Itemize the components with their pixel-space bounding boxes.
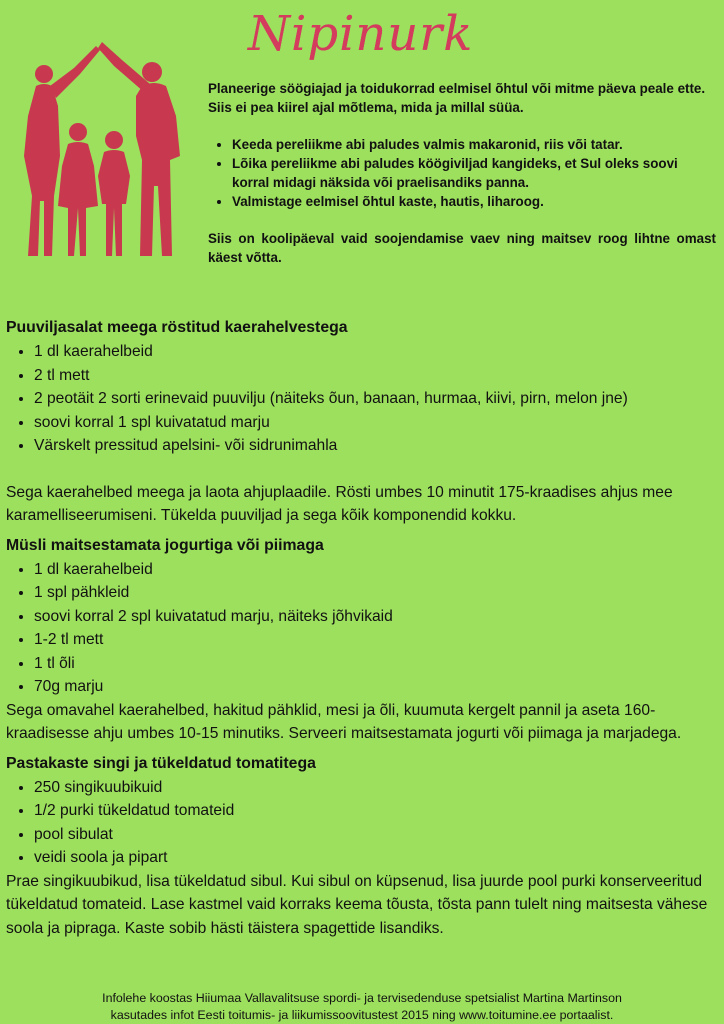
- recipe-instructions: Sega kaerahelbed meega ja laota ahjuplaadile. Rösti umbes 10 minutit 175-kraadises ahjus mee karamelliseerumiseni. Tükelda puuviljad ja sega kõik komponendid kokku.: [6, 483, 673, 524]
- ingredient-list: [6, 776, 712, 870]
- list-item: • 2 tl mett: [34, 364, 712, 388]
- list-item: • veidi soola ja pipart: [34, 846, 712, 870]
- list-item: • 1 dl kaerahelbeid: [34, 340, 712, 364]
- intro-paragraph: Planeerige söögiajad ja toidukorrad eelmisel õhtul või mitme päeva peale ette. Siis ei pea kiirel ajal mõtlema, mida ja millal süüa.: [208, 81, 706, 115]
- recipe-fruit-salad: [6, 316, 712, 528]
- recipe-title: Müsli maitsestamata jogurtiga või piimaga: [6, 536, 324, 554]
- list-item: • 70g marju: [34, 675, 712, 699]
- recipe-muesli: [6, 534, 712, 746]
- list-item: • Keeda pereliikme abi paludes valmis makaronid, riis või tatar.: [232, 135, 716, 154]
- footer: [0, 990, 724, 1024]
- list-item: • Valmistage eelmisel õhtul kaste, hautis, liharoog.: [232, 192, 716, 211]
- list-item: • 1 spl pähkleid: [34, 581, 712, 605]
- list-item: • 1 tl õli: [34, 652, 712, 676]
- list-item: • 2 peotäit 2 sorti erinevaid puuvilju (näiteks õun, banaan, hurmaa, kiivi, pirn, melon jne): [34, 387, 712, 411]
- list-item: • 1/2 purki tükeldatud tomateid: [34, 799, 712, 823]
- list-item: • 250 singikuubikuid: [34, 776, 712, 800]
- list-item: • 1-2 tl mett: [34, 628, 712, 652]
- list-item: • soovi korral 2 spl kuivatatud marju, näiteks jõhvikaid: [34, 605, 712, 629]
- recipe-instructions: Prae singikuubikud, lisa tükeldatud sibul. Kui sibul on küpsenud, lisa juurde pool purki konserveeritud tükeldatud tomateid. Lase kastmel vaid korraks keema tõusta, tõsta pann tulelt ning maitsesta vähese soola ja pipraga. Kaste sobib hästi täistera spagettide lisandiks.: [6, 872, 708, 937]
- recipe-title: Puuviljasalat meega röstitud kaerahelvestega: [6, 319, 348, 336]
- intro-section: [208, 79, 716, 267]
- footer-line: kasutades infot Eesti toitumis- ja liikumissoovitustest 2015 ning www.toitumine.ee portaalist.: [110, 1008, 614, 1022]
- list-item: • Värskelt pressitud apelsini- või sidrunimahla: [34, 434, 712, 458]
- page-title: Nipinurk: [248, 6, 474, 62]
- list-item: • pool sibulat: [34, 823, 712, 847]
- recipe-instructions: Sega omavahel kaerahelbed, hakitud pähklid, mesi ja õli, kuumuta kergelt pannil ja aseta 160-kraadisesse ahju umbes 10-15 minutiks. Serveeri maitsestamata jogurti või piimaga ja marjadega.: [6, 701, 682, 742]
- ingredient-list: [6, 558, 712, 699]
- list-item: • 1 dl kaerahelbeid: [34, 558, 712, 582]
- recipe-title: Pastakaste singi ja tükeldatud tomatitega: [6, 754, 316, 772]
- intro-bullet-list: [208, 135, 716, 211]
- footer-line: Infolehe koostas Hiiumaa Vallavalitsuse spordi- ja tervisedenduse spetsialist Martina Martinson: [102, 991, 622, 1005]
- family-silhouette-icon: [14, 36, 192, 264]
- list-item: • Lõika pereliikme abi paludes köögiviljad kangideks, et Sul oleks soovi korral midagi näksida või praelisandiks panna.: [232, 154, 716, 192]
- list-item: • soovi korral 1 spl kuivatatud marju: [34, 411, 712, 435]
- intro-closing-paragraph: Siis on koolipäeval vaid soojendamise vaev ning maitsev roog lihtne omast käest võtta.: [208, 231, 716, 265]
- recipes-section: [6, 316, 712, 940]
- ingredient-list: [6, 340, 712, 458]
- recipe-pasta-sauce: [6, 752, 712, 941]
